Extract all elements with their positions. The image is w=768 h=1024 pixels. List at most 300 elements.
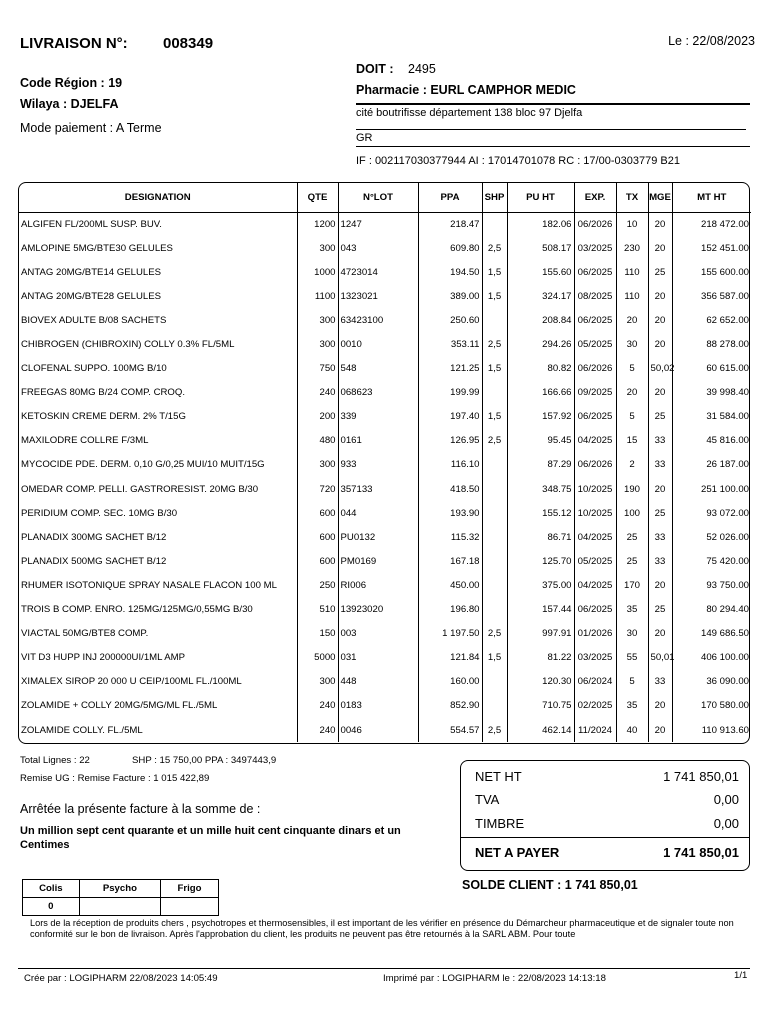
cell-mt-ht: 60 615.00 xyxy=(706,363,749,375)
column-header: QTE xyxy=(297,183,338,212)
cell-pu-ht: 86.71 xyxy=(507,525,574,549)
code-region: Code Région : 19 xyxy=(20,76,123,90)
table-row xyxy=(19,236,751,260)
cell-designation: ANTAG 20MG/BTE14 GELULES xyxy=(19,260,297,284)
cell-pu-ht: 348.75 xyxy=(507,477,574,501)
cell-designation: MYCOCIDE PDE. DERM. 0,10 G/0,25 MUI/10 MUIT/15G xyxy=(19,453,297,477)
cell-exp: 10/2025 xyxy=(574,477,616,501)
cell-tx: 5 xyxy=(616,670,648,694)
psycho-value xyxy=(79,898,160,916)
cell-mt-ht: 110 913.60 xyxy=(701,724,749,736)
divider xyxy=(356,146,750,147)
doit-value: 2495 xyxy=(408,62,436,76)
cell-lot: 0010 xyxy=(338,332,418,356)
table-row xyxy=(19,260,751,284)
cell-exp: 04/2025 xyxy=(574,525,616,549)
cell-designation: VIT D3 HUPP INJ 200000UI/1ML AMP xyxy=(19,646,297,670)
cell-tx: 35 xyxy=(616,694,648,718)
cell-ppa: 126.95 xyxy=(418,429,482,453)
reception-notice: Lors de la réception de produits chers , psychotropes et thermosensibles, il est important de les vérifier en présence du Démarcheur pharmaceutique et de signaler toute non conformité sur le bon de livraison. Après l'approbation du client, les produits ne peuvent pas être retournés à la SARL ABM. Pour toute xyxy=(30,918,734,939)
cell-tx: 15 xyxy=(616,429,648,453)
cell-mt-ht: 45 816.00 xyxy=(706,435,749,447)
cell-designation: RHUMER ISOTONIQUE SPRAY NASALE FLACON 100 ML xyxy=(19,573,297,597)
cell-qte: 150 xyxy=(297,622,338,646)
cell-mt-ht: 356 587.00 xyxy=(700,290,749,302)
cell-pu-ht: 157.92 xyxy=(507,405,574,429)
cell-lot: 339 xyxy=(338,405,418,429)
cell-lot: RI006 xyxy=(338,573,418,597)
table-row xyxy=(19,718,751,742)
cell-exp: 04/2025 xyxy=(574,429,616,453)
cell-exp: 06/2024 xyxy=(574,670,616,694)
cell-lot: 63423100 xyxy=(338,308,418,332)
cell-exp: 06/2026 xyxy=(574,357,616,381)
cell-shp: 2,5 xyxy=(482,622,507,646)
cell-mt-ht: 39 998.40 xyxy=(706,387,749,399)
cell-qte: 510 xyxy=(297,598,338,622)
cell-ppa: 121.84 xyxy=(418,646,482,670)
cell-exp: 06/2025 xyxy=(574,598,616,622)
cell-qte: 300 xyxy=(297,308,338,332)
table-row xyxy=(19,381,751,405)
cell-mge: 25 xyxy=(648,405,672,429)
cell-ppa: 852.90 xyxy=(418,694,482,718)
cell-shp xyxy=(482,598,507,622)
cell-ppa: 115.32 xyxy=(418,525,482,549)
cell-qte: 720 xyxy=(297,477,338,501)
totals-separator xyxy=(461,837,749,838)
cell-pu-ht: 462.14 xyxy=(507,718,574,742)
livraison-label: LIVRAISON N°: xyxy=(20,35,128,52)
cell-ppa: 418.50 xyxy=(418,477,482,501)
divider xyxy=(356,129,746,130)
cell-mge: 33 xyxy=(648,549,672,573)
cell-lot: 13923020 xyxy=(338,598,418,622)
cell-ppa: 218.47 xyxy=(418,212,482,236)
cell-shp xyxy=(482,453,507,477)
cell-qte: 300 xyxy=(297,236,338,260)
items-table xyxy=(18,182,750,744)
cell-shp xyxy=(482,670,507,694)
cell-exp: 03/2025 xyxy=(574,646,616,670)
cell-mt-ht: 251 100.00 xyxy=(700,483,749,495)
cell-qte: 240 xyxy=(297,694,338,718)
cell-designation: KETOSKIN CREME DERM. 2% T/15G xyxy=(19,405,297,429)
tva-row xyxy=(475,792,739,807)
cell-pu-ht: 157.44 xyxy=(507,598,574,622)
cell-designation: TROIS B COMP. ENRO. 125MG/125MG/0,55MG B/30 xyxy=(19,598,297,622)
cell-pu-ht: 324.17 xyxy=(507,284,574,308)
table-row xyxy=(19,694,751,718)
cell-mge: 20 xyxy=(648,694,672,718)
table-row xyxy=(19,646,751,670)
colis-header: Colis xyxy=(23,880,80,898)
cell-exp: 06/2025 xyxy=(574,308,616,332)
cell-pu-ht: 125.70 xyxy=(507,549,574,573)
table-row xyxy=(19,622,751,646)
table-row xyxy=(19,429,751,453)
cell-shp: 1,5 xyxy=(482,260,507,284)
created-by: Crée par : LOGIPHARM 22/08/2023 14:05:49 xyxy=(24,973,218,984)
cell-lot: 0046 xyxy=(338,718,418,742)
cell-tx: 40 xyxy=(616,718,648,742)
cell-mt-ht: 31 584.00 xyxy=(706,411,749,423)
cell-mge: 50,02 xyxy=(648,357,672,381)
cell-shp xyxy=(482,501,507,525)
amount-in-words: Un million sept cent quarante et un mille huit cent cinquante dinars et un Centimes xyxy=(20,825,401,851)
cell-designation: ZOLAMIDE COLLY. FL./5ML xyxy=(19,718,297,742)
cell-mge: 20 xyxy=(648,718,672,742)
table-row xyxy=(19,453,751,477)
net-ht-label: NET HT xyxy=(475,769,522,784)
cell-lot: 003 xyxy=(338,622,418,646)
cell-ppa: 194.50 xyxy=(418,260,482,284)
cell-exp: 05/2025 xyxy=(574,332,616,356)
cell-tx: 2 xyxy=(616,453,648,477)
cell-mt-ht: 26 187.00 xyxy=(706,459,749,471)
cell-tx: 110 xyxy=(616,284,648,308)
cell-qte: 480 xyxy=(297,429,338,453)
cell-exp: 11/2024 xyxy=(574,718,616,742)
cell-qte: 1200 xyxy=(297,212,338,236)
cell-mge: 20 xyxy=(648,477,672,501)
cell-mt-ht: 406 100.00 xyxy=(700,652,749,664)
timbre-row xyxy=(475,816,739,831)
cell-designation: ALGIFEN FL/200ML SUSP. BUV. xyxy=(19,212,297,236)
psycho-header: Psycho xyxy=(79,880,160,898)
cell-ppa: 250.60 xyxy=(418,308,482,332)
pharmacie-name: Pharmacie : EURL CAMPHOR MEDIC xyxy=(356,83,576,97)
cell-ppa: 121.25 xyxy=(418,357,482,381)
cell-ppa: 609.80 xyxy=(418,236,482,260)
cell-mt-ht: 75 420.00 xyxy=(706,555,749,567)
cell-tx: 55 xyxy=(616,646,648,670)
cell-tx: 30 xyxy=(616,332,648,356)
cell-qte: 1000 xyxy=(297,260,338,284)
colis-value: 0 xyxy=(23,898,80,916)
pharmacie-address: cité boutrifisse département 138 bloc 97 Djelfa xyxy=(356,107,583,119)
totals-box xyxy=(460,760,750,871)
tva-label: TVA xyxy=(475,792,500,807)
cell-mge: 20 xyxy=(648,573,672,597)
cell-ppa: 1 197.50 xyxy=(418,622,482,646)
shp-ppa-totals: SHP : 15 750,00 PPA : 3497443,9 xyxy=(132,755,277,766)
cell-pu-ht: 710.75 xyxy=(507,694,574,718)
cell-exp: 06/2025 xyxy=(574,405,616,429)
cell-designation: XIMALEX SIROP 20 000 U CEIP/100ML FL./100ML xyxy=(19,670,297,694)
cell-exp: 01/2026 xyxy=(574,622,616,646)
cell-mge: 50,01 xyxy=(648,646,672,670)
cell-qte: 1100 xyxy=(297,284,338,308)
cell-mge: 33 xyxy=(648,670,672,694)
cell-designation: ZOLAMIDE + COLLY 20MG/5MG/ML FL./5ML xyxy=(19,694,297,718)
solde-client: SOLDE CLIENT : 1 741 850,01 xyxy=(462,878,638,892)
cell-ppa: 389.00 xyxy=(418,284,482,308)
cell-qte: 250 xyxy=(297,573,338,597)
cell-tx: 190 xyxy=(616,477,648,501)
remise-info: Remise UG : Remise Facture : 1 015 422,89 xyxy=(20,773,210,784)
cell-shp xyxy=(482,525,507,549)
table-row xyxy=(19,573,751,597)
cell-lot: 044 xyxy=(338,501,418,525)
cell-shp xyxy=(482,549,507,573)
cell-tx: 25 xyxy=(616,525,648,549)
gr-field: GR xyxy=(356,132,373,144)
cell-mt-ht: 218 472.00 xyxy=(700,218,749,230)
cell-qte: 240 xyxy=(297,718,338,742)
printed-by: Imprimé par : LOGIPHARM le : 22/08/2023 14:13:18 xyxy=(383,973,606,984)
net-ht-value: 1 741 850,01 xyxy=(663,769,739,784)
cell-designation: BIOVEX ADULTE B/08 SACHETS xyxy=(19,308,297,332)
column-header: MGE xyxy=(648,183,672,212)
cell-pu-ht: 508.17 xyxy=(507,236,574,260)
cell-pu-ht: 95.45 xyxy=(507,429,574,453)
cell-tx: 20 xyxy=(616,308,648,332)
doit-label: DOIT : xyxy=(356,62,394,76)
cell-mge: 20 xyxy=(648,308,672,332)
cell-mge: 33 xyxy=(648,525,672,549)
cell-mge: 25 xyxy=(648,260,672,284)
cell-ppa: 116.10 xyxy=(418,453,482,477)
cell-designation: AMLOPINE 5MG/BTE30 GELULES xyxy=(19,236,297,260)
cell-exp: 05/2025 xyxy=(574,549,616,573)
total-lignes: Total Lignes : 22 xyxy=(20,755,90,766)
cell-tx: 110 xyxy=(616,260,648,284)
column-header: N°LOT xyxy=(338,183,418,212)
cell-shp xyxy=(482,477,507,501)
cell-pu-ht: 294.26 xyxy=(507,332,574,356)
cell-qte: 600 xyxy=(297,525,338,549)
cell-tx: 25 xyxy=(616,549,648,573)
cell-lot: 548 xyxy=(338,357,418,381)
cell-mt-ht: 152 451.00 xyxy=(700,242,749,254)
cell-lot: 043 xyxy=(338,236,418,260)
cell-mge: 20 xyxy=(648,284,672,308)
cell-tx: 5 xyxy=(616,405,648,429)
arretee-text: Arrêtée la présente facture à la somme de : xyxy=(20,802,261,816)
table-row xyxy=(19,477,751,501)
timbre-label: TIMBRE xyxy=(475,816,525,831)
cell-qte: 200 xyxy=(297,405,338,429)
cell-designation: CHIBROGEN (CHIBROXIN) COLLY 0.3% FL/5ML xyxy=(19,332,297,356)
cell-designation: PLANADIX 300MG SACHET B/12 xyxy=(19,525,297,549)
table-row xyxy=(19,598,751,622)
cell-pu-ht: 80.82 xyxy=(507,357,574,381)
cell-mge: 25 xyxy=(648,501,672,525)
mode-paiement: Mode paiement : A Terme xyxy=(20,121,162,135)
column-header: PU HT xyxy=(507,183,574,212)
cell-lot: 933 xyxy=(338,453,418,477)
cell-ppa: 193.90 xyxy=(418,501,482,525)
cell-ppa: 196.80 xyxy=(418,598,482,622)
cell-shp: 1,5 xyxy=(482,405,507,429)
cell-tx: 230 xyxy=(616,236,648,260)
cell-qte: 300 xyxy=(297,332,338,356)
cell-mt-ht: 170 580.00 xyxy=(700,700,749,712)
cell-mge: 33 xyxy=(648,429,672,453)
cell-qte: 5000 xyxy=(297,646,338,670)
cell-designation: CLOFENAL SUPPO. 100MG B/10 xyxy=(19,357,297,381)
column-header: EXP. xyxy=(574,183,616,212)
table-row xyxy=(19,670,751,694)
cell-designation: OMEDAR COMP. PELLI. GASTRORESIST. 20MG B/30 xyxy=(19,477,297,501)
cell-pu-ht: 166.66 xyxy=(507,381,574,405)
cell-pu-ht: 120.30 xyxy=(507,670,574,694)
cell-designation: FREEGAS 80MG B/24 COMP. CROQ. xyxy=(19,381,297,405)
table-row xyxy=(19,501,751,525)
cell-pu-ht: 182.06 xyxy=(507,212,574,236)
cell-exp: 06/2025 xyxy=(574,260,616,284)
cell-exp: 04/2025 xyxy=(574,573,616,597)
cell-mt-ht: 93 072.00 xyxy=(706,507,749,519)
cell-exp: 03/2025 xyxy=(574,236,616,260)
net-ht-row xyxy=(475,769,739,784)
cell-ppa: 353.11 xyxy=(418,332,482,356)
cell-mt-ht: 62 652.00 xyxy=(706,314,749,326)
fiscal-ids: IF : 002117030377944 AI : 17014701078 RC : 17/00-0303779 B21 xyxy=(356,155,680,167)
cell-shp xyxy=(482,212,507,236)
cell-shp xyxy=(482,308,507,332)
net-payer-row xyxy=(475,845,739,860)
cell-shp: 2,5 xyxy=(482,236,507,260)
cell-mge: 33 xyxy=(648,453,672,477)
net-payer-label: NET A PAYER xyxy=(475,845,560,860)
cell-lot: 448 xyxy=(338,670,418,694)
cell-mge: 20 xyxy=(648,332,672,356)
cell-shp xyxy=(482,573,507,597)
cell-ppa: 450.00 xyxy=(418,573,482,597)
cell-tx: 35 xyxy=(616,598,648,622)
cell-pu-ht: 997.91 xyxy=(507,622,574,646)
cell-pu-ht: 375.00 xyxy=(507,573,574,597)
cell-tx: 170 xyxy=(616,573,648,597)
cell-qte: 750 xyxy=(297,357,338,381)
table-row xyxy=(19,405,751,429)
divider xyxy=(356,103,750,105)
cell-mt-ht: 36 090.00 xyxy=(706,676,749,688)
timbre-value: 0,00 xyxy=(713,816,739,831)
cell-qte: 240 xyxy=(297,381,338,405)
cell-ppa: 160.00 xyxy=(418,670,482,694)
column-header: DESIGNATION xyxy=(19,183,297,212)
cell-lot: PU0132 xyxy=(338,525,418,549)
cell-qte: 600 xyxy=(297,549,338,573)
table-row xyxy=(19,357,751,381)
footer-divider xyxy=(18,968,750,969)
cell-mt-ht: 155 600.00 xyxy=(700,266,749,278)
column-header: PPA xyxy=(418,183,482,212)
cell-shp xyxy=(482,694,507,718)
net-payer-value: 1 741 850,01 xyxy=(663,845,739,860)
cell-pu-ht: 81.22 xyxy=(507,646,574,670)
cell-lot: 1247 xyxy=(338,212,418,236)
cell-lot: PM0169 xyxy=(338,549,418,573)
cell-ppa: 167.18 xyxy=(418,549,482,573)
cell-qte: 600 xyxy=(297,501,338,525)
wilaya: Wilaya : DJELFA xyxy=(20,97,119,111)
cell-designation: PLANADIX 500MG SACHET B/12 xyxy=(19,549,297,573)
cell-qte: 300 xyxy=(297,670,338,694)
table-row xyxy=(19,284,751,308)
page-number: 1/1 xyxy=(734,970,748,981)
tva-value: 0,00 xyxy=(713,792,739,807)
cell-designation: VIACTAL 50MG/BTE8 COMP. xyxy=(19,622,297,646)
column-header: TX xyxy=(616,183,648,212)
cell-tx: 10 xyxy=(616,212,648,236)
cell-exp: 09/2025 xyxy=(574,381,616,405)
cell-lot: 1323021 xyxy=(338,284,418,308)
cell-ppa: 554.57 xyxy=(418,718,482,742)
frigo-value xyxy=(161,898,219,916)
cell-mge: 20 xyxy=(648,236,672,260)
table-row xyxy=(19,549,751,573)
cell-lot: 068623 xyxy=(338,381,418,405)
invoice-date: Le : 22/08/2023 xyxy=(668,34,755,48)
cell-shp: 1,5 xyxy=(482,646,507,670)
cell-pu-ht: 155.60 xyxy=(507,260,574,284)
column-header: MT HT xyxy=(672,183,751,212)
frigo-header: Frigo xyxy=(161,880,219,898)
cell-exp: 10/2025 xyxy=(574,501,616,525)
cell-mt-ht: 149 686.50 xyxy=(700,628,749,640)
cell-mt-ht: 52 026.00 xyxy=(706,531,749,543)
cell-exp: 06/2026 xyxy=(574,453,616,477)
table-row xyxy=(19,332,751,356)
cell-shp: 2,5 xyxy=(482,429,507,453)
cell-tx: 5 xyxy=(616,357,648,381)
cell-ppa: 199.99 xyxy=(418,381,482,405)
cell-mge: 20 xyxy=(648,622,672,646)
cell-tx: 30 xyxy=(616,622,648,646)
cell-mge: 20 xyxy=(648,381,672,405)
cell-lot: 0161 xyxy=(338,429,418,453)
cell-lot: 357133 xyxy=(338,477,418,501)
table-row xyxy=(19,212,751,236)
cell-exp: 06/2026 xyxy=(574,212,616,236)
cell-lot: 031 xyxy=(338,646,418,670)
cell-shp: 1,5 xyxy=(482,357,507,381)
cell-mge: 25 xyxy=(648,598,672,622)
cell-designation: MAXILODRE COLLRE F/3ML xyxy=(19,429,297,453)
cell-tx: 100 xyxy=(616,501,648,525)
cell-mge: 20 xyxy=(648,212,672,236)
cell-lot: 4723014 xyxy=(338,260,418,284)
cell-mt-ht: 93 750.00 xyxy=(706,579,749,591)
cell-mt-ht: 88 278.00 xyxy=(706,339,749,351)
cell-pu-ht: 208.84 xyxy=(507,308,574,332)
cell-pu-ht: 87.29 xyxy=(507,453,574,477)
column-header: SHP xyxy=(482,183,507,212)
cell-shp xyxy=(482,381,507,405)
cell-pu-ht: 155.12 xyxy=(507,501,574,525)
cell-shp: 1,5 xyxy=(482,284,507,308)
cell-designation: PERIDIUM COMP. SEC. 10MG B/30 xyxy=(19,501,297,525)
table-header-row xyxy=(19,183,751,212)
table-row xyxy=(19,308,751,332)
cell-exp: 08/2025 xyxy=(574,284,616,308)
cell-lot: 0183 xyxy=(338,694,418,718)
cell-exp: 02/2025 xyxy=(574,694,616,718)
cell-mt-ht: 80 294.40 xyxy=(706,604,749,616)
cell-qte: 300 xyxy=(297,453,338,477)
colis-table xyxy=(22,879,219,916)
cell-designation: ANTAG 20MG/BTE28 GELULES xyxy=(19,284,297,308)
cell-shp: 2,5 xyxy=(482,718,507,742)
table-row xyxy=(19,525,751,549)
cell-ppa: 197.40 xyxy=(418,405,482,429)
cell-shp: 2,5 xyxy=(482,332,507,356)
cell-tx: 20 xyxy=(616,381,648,405)
